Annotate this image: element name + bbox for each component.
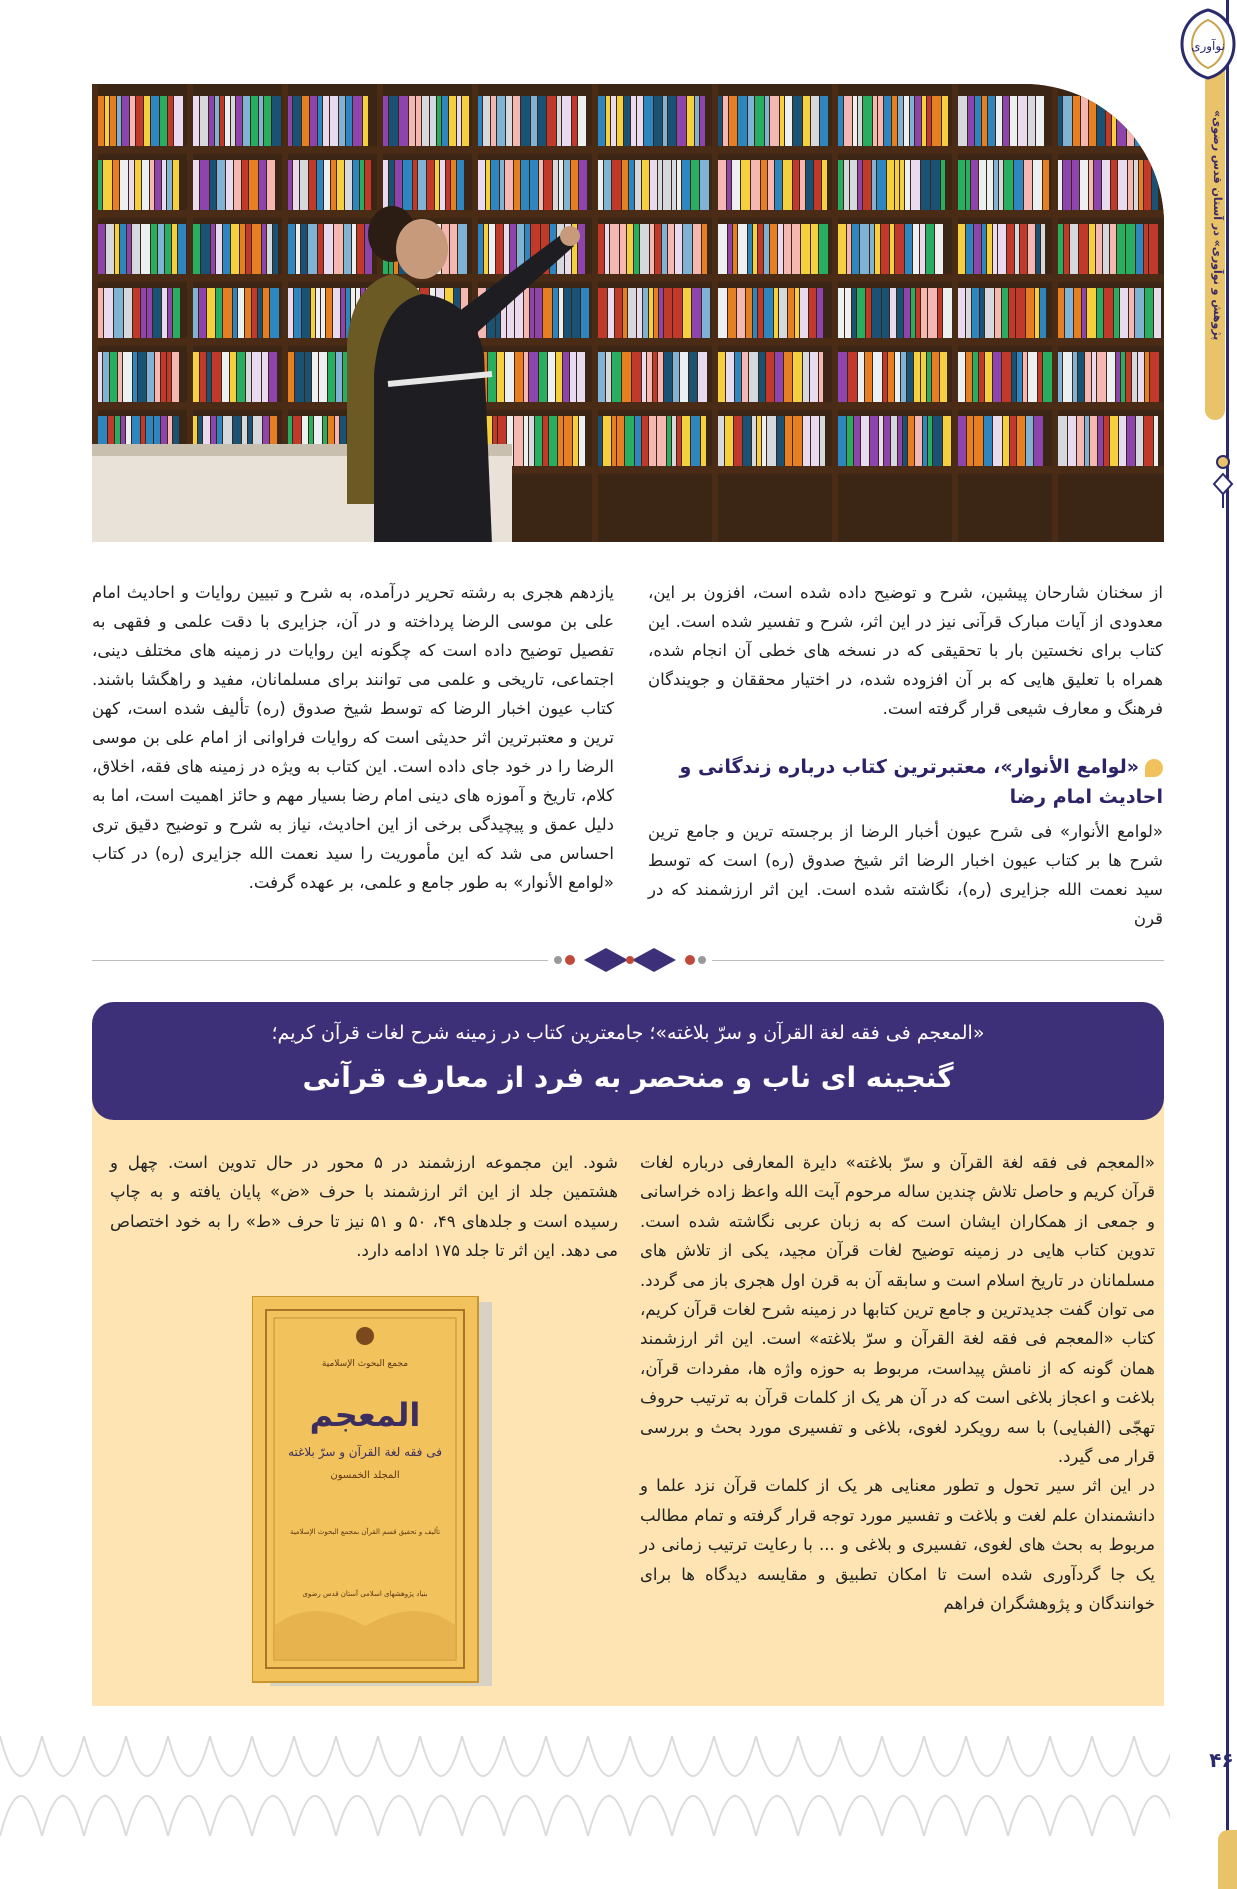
subheading-text: «لوامع الأنوار»، معتبرترین کتاب درباره زندگانی و احادیث امام رضا bbox=[679, 756, 1163, 808]
running-title: «پژوهش و نوآوری» در آستان قدس رضوی bbox=[1211, 110, 1224, 341]
book-volume: المجلد الخمسون bbox=[330, 1470, 400, 1481]
book-subtitle: فی فقه لغة القرآن و سرّ بلاغته bbox=[288, 1445, 442, 1459]
footer-pattern bbox=[0, 1736, 1170, 1840]
article-right-column-mid bbox=[648, 817, 1163, 933]
subheading-bullet-icon bbox=[1145, 759, 1163, 777]
article-box-header bbox=[92, 1002, 1164, 1120]
box-right-column bbox=[640, 1148, 1155, 1619]
paragraph: «المعجم فی فقه لغة القرآن و سرّ بلاغته» دایرة المعارفی درباره لغات قرآن کریم و حاصل تلاش چندین ساله مرحوم آیت الله واعظ زاده خراسانی و جمعی از همکاران ایشان است که به زبان عربی نگاشته شده است. تدوین کتاب هایی در زمینه توضیح لغات قرآن مجید، یکی از تلاش های مسلمانان در تاریخ اسلام است و سابقه آن به قرن اول هجری باز می گردد. می توان گفت جدیدترین و جامع ترین کتابها در زمینه شرح لغات قرآن کریم، کتاب «المعجم فی فقه لغة القرآن و سرّ بلاغته» است. این اثر ارزشمند همان گونه که از نامش پیداست، مربوط به حوزه واژه ها، مفردات قرآن، بلاغت و اعجاز بلاغی است که در آن هر یک از کلمات قرآن به ترتیب حروف تهجّی (الفبایی) با سه رویکرد لغوی، بلاغی و تفسیری مورد بحث و بررسی قرار می گیرد. bbox=[640, 1153, 1155, 1467]
box-left-column bbox=[110, 1148, 618, 1266]
paragraph: «لوامع الأنوار» فی شرح عیون أخبار الرضا از برجسته ترین و جامع ترین شرح ها بر کتاب عیون اخبار الرضا اثر شیخ صدوق (ره) است که توسط سید نعمت الله جزایری (ره)، نگاشته شده است. این اثر ارزشمند که در قرن bbox=[648, 822, 1163, 928]
box-kicker: «المعجم فی فقه لغة القرآن و سرّ بلاغته»؛ جامعترین کتاب در زمینه شرح لغات قرآن کریم؛ bbox=[271, 1022, 985, 1044]
article-left-column-top bbox=[92, 578, 614, 897]
page-number: ۴۶ bbox=[1209, 1748, 1234, 1772]
margin-bottom-gold-tab bbox=[1218, 1830, 1237, 1889]
divider-ornament-icon bbox=[548, 944, 712, 976]
book-author: تألیف و تحقیق قسم القرآن بمجمع البحوث الإسلامیة bbox=[289, 1528, 441, 1536]
bookstore-photo bbox=[92, 84, 1164, 542]
magazine-logo-icon bbox=[1180, 8, 1236, 80]
box-title: گنجینه ای ناب و منحصر به فرد از معارف قرآنی bbox=[302, 1061, 954, 1094]
paragraph: یازدهم هجری به رشته تحریر درآمده، به شرح و تبیین روایات و احادیث امام علی بن موسی الرضا پرداخته و در آن، جزایری با دقت علمی و فقهی به تفصیل توضیح داده است که چگونه این روایات در زمینه های مختلف دینی، اجتماعی، تاریخی و علمی می توانند برای مسلمانان، مفید و راهگشا باشند. کتاب عیون اخبار الرضا که توسط شیخ صدوق (ره) تألیف شده است، کهن ترین و معتبرترین اثر حدیثی است که روایات فراوانی از امام علی بن موسی الرضا را در خود جای داده است. این کتاب به ویژه در زمینه های فقه، اخلاق، کلام، تاریخ و آموزه های دینی امام رضا بسیار مهم و حائز اهمیت است، اما به دلیل عمق و پیچیدگی برخی از این احادیث، نیاز به شرح و توضیح دقیق تری احساس می شد که این مأموریت را سید نعمت الله جزایری (ره) در کتاب «لوامع الأنوار» به طور جامع و علمی، بر عهده گرفت. bbox=[92, 583, 614, 892]
paragraph: شود. این مجموعه ارزشمند در ۵ محور در حال تدوین است. چهل و هشتمین جلد از این اثر ارزشمند با حرف «ض» پایان یافته و به چاپ رسیده است و جلدهای ۴۹، ۵۰ و ۵۱ نیز تا حرف «ط» را به خود اختصاص می دهد. این اثر تا جلد ۱۷۵ ادامه دارد. bbox=[110, 1153, 618, 1261]
book-main-title: المعجم bbox=[309, 1396, 421, 1434]
book-cover-image bbox=[252, 1296, 496, 1688]
paragraph: در این اثر سیر تحول و تطور معنایی هر یک از کلمات قرآن نزد علما و دانشمندان علم لغت و بلاغت و تفسیر مورد توجه قرار گرفته و تمام مطالب مربوط به بحث های لغوی، تفسیری و بلاغی و ... با رعایت ترتیب زمانی در یک جا گردآوری شده است تا امکان تطبیق و مقایسه دیدگاه ها برای خوانندگان و پژوهشگران فراهم bbox=[640, 1476, 1155, 1614]
bookshelf-illustration bbox=[92, 84, 1164, 542]
article-right-column-top bbox=[648, 578, 1163, 723]
section-subheading bbox=[648, 752, 1163, 812]
book-publisher-bottom: بنیاد پژوهشهای اسلامی آستان قدس رضوی bbox=[302, 1590, 428, 1598]
logo-label: نوآوری bbox=[1191, 39, 1225, 53]
paragraph: از سخنان شارحان پیشین، شرح و توضیح داده شده است، افزون بر این، معدودی از آیات مبارک قرآنی نیز در این اثر، شرح و تفسیر شده است. این کتاب برای نخستین بار با تحقیقی که در نسخه های خطی آن انجام شده، همراه با تعلیق هایی که بر آن افزوده شده، در اختیار محققان و جویندگان فرهنگ و معارف شیعی قرار گرفته است. bbox=[648, 583, 1163, 718]
margin-ornament-icon bbox=[1210, 450, 1236, 510]
book-publisher-line: مجمع البحوث الإسلامية bbox=[321, 1359, 409, 1369]
margin-rule bbox=[1226, 0, 1229, 1889]
